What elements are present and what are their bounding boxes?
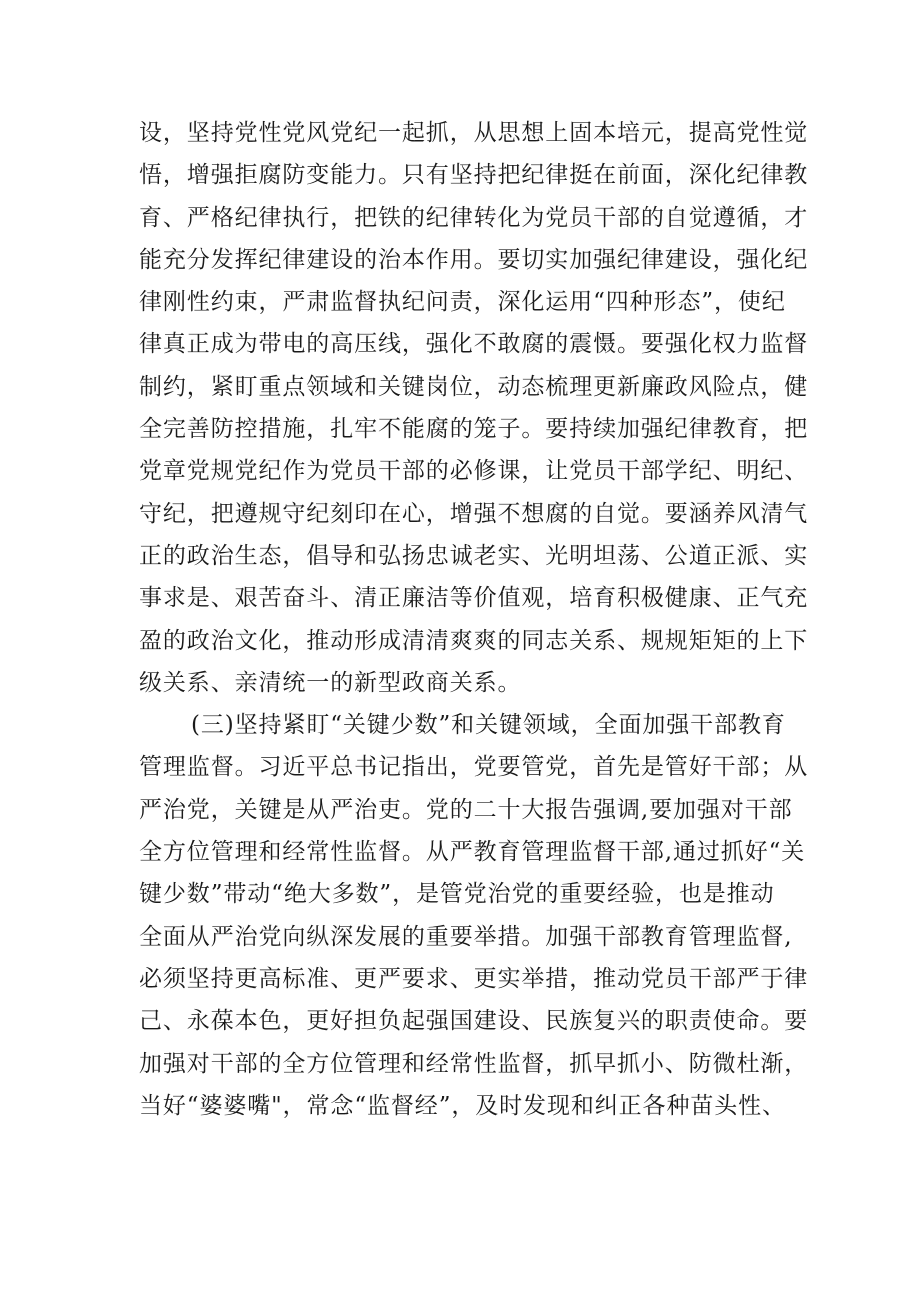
text-line: 键少数”带动“绝大多数”，是管党治党的重要经验，也是推动 (139, 881, 775, 908)
section-heading-line: (三)坚持紧盯“关键少数”和关键领域，全面加强干部教育 (191, 712, 786, 739)
text-line: 级关系、亲清统一的新型政商关系。 (139, 669, 522, 696)
text-line: 党章党规党纪作为党员干部的必修课，让党员干部学纪、明纪、 (139, 458, 809, 485)
text-line: 事求是、艰苦奋斗、清正廉洁等价值观，培育积极健康、正气充 (139, 585, 809, 612)
text-line: 当好“婆婆嘴"，常念“监督经”，及时发现和纠正各种苗头性、 (139, 1092, 786, 1119)
text-line: 守纪，把遵规守纪刻印在心，增强不想腐的自觉。要涵养风清气 (139, 500, 809, 527)
text-line: 管理监督。习近平总书记指出，党要管党，首先是管好干部；从 (139, 754, 809, 781)
text-line: 严治党，关键是从严治吏。党的二十大报告强调,要加强对干部 (139, 796, 793, 823)
text-line: 全面从严治党向纵深发展的重要举措。加强干部教育管理监督, (139, 923, 793, 950)
text-line: 能充分发挥纪律建设的治本作用。要切实加强纪律建设，强化纪 (139, 246, 809, 273)
text-line: 盈的政治文化，推动形成清清爽爽的同志关系、规规矩矩的上下 (139, 627, 809, 654)
text-line: 必须坚持更高标准、更严要求、更实举措，推动党员干部严于律 (139, 965, 809, 992)
text-line: 律刚性约束，严肃监督执纪问责，深化运用“四种形态”，使纪 (139, 289, 786, 316)
text-line: 设，坚持党性党风党纪一起抓，从思想上固本培元，提高党性觉 (139, 120, 809, 146)
text-line: 育、严格纪律执行，把铁的纪律转化为党员干部的自觉遵循，才 (139, 204, 809, 231)
text-line: 制约，紧盯重点领域和关键岗位，动态梳理更新廉政风险点，健 (139, 373, 809, 400)
text-line: 律真正成为带电的高压线，强化不敢腐的震慑。要强化权力监督 (139, 331, 809, 358)
text-line: 己、永葆本色，更好担负起强国建设、民族复兴的职责使命。要 (139, 1008, 809, 1035)
text-line: 正的政治生态，倡导和弘扬忠诚老实、光明坦荡、公道正派、实 (139, 542, 809, 569)
text-line: 加强对干部的全方位管理和经常性监督，抓早抓小、防微杜渐， (139, 1050, 809, 1077)
document-body (139, 112, 809, 1127)
text-line: 全完善防控措施，扎牢不能腐的笼子。要持续加强纪律教育，把 (139, 416, 809, 443)
text-line: 全方位管理和经常性监督。从严教育管理监督干部,通过抓好“关 (139, 839, 806, 866)
text-line: 悟，增强拒腐防变能力。只有坚持把纪律挺在前面，深化纪律教 (139, 162, 809, 189)
